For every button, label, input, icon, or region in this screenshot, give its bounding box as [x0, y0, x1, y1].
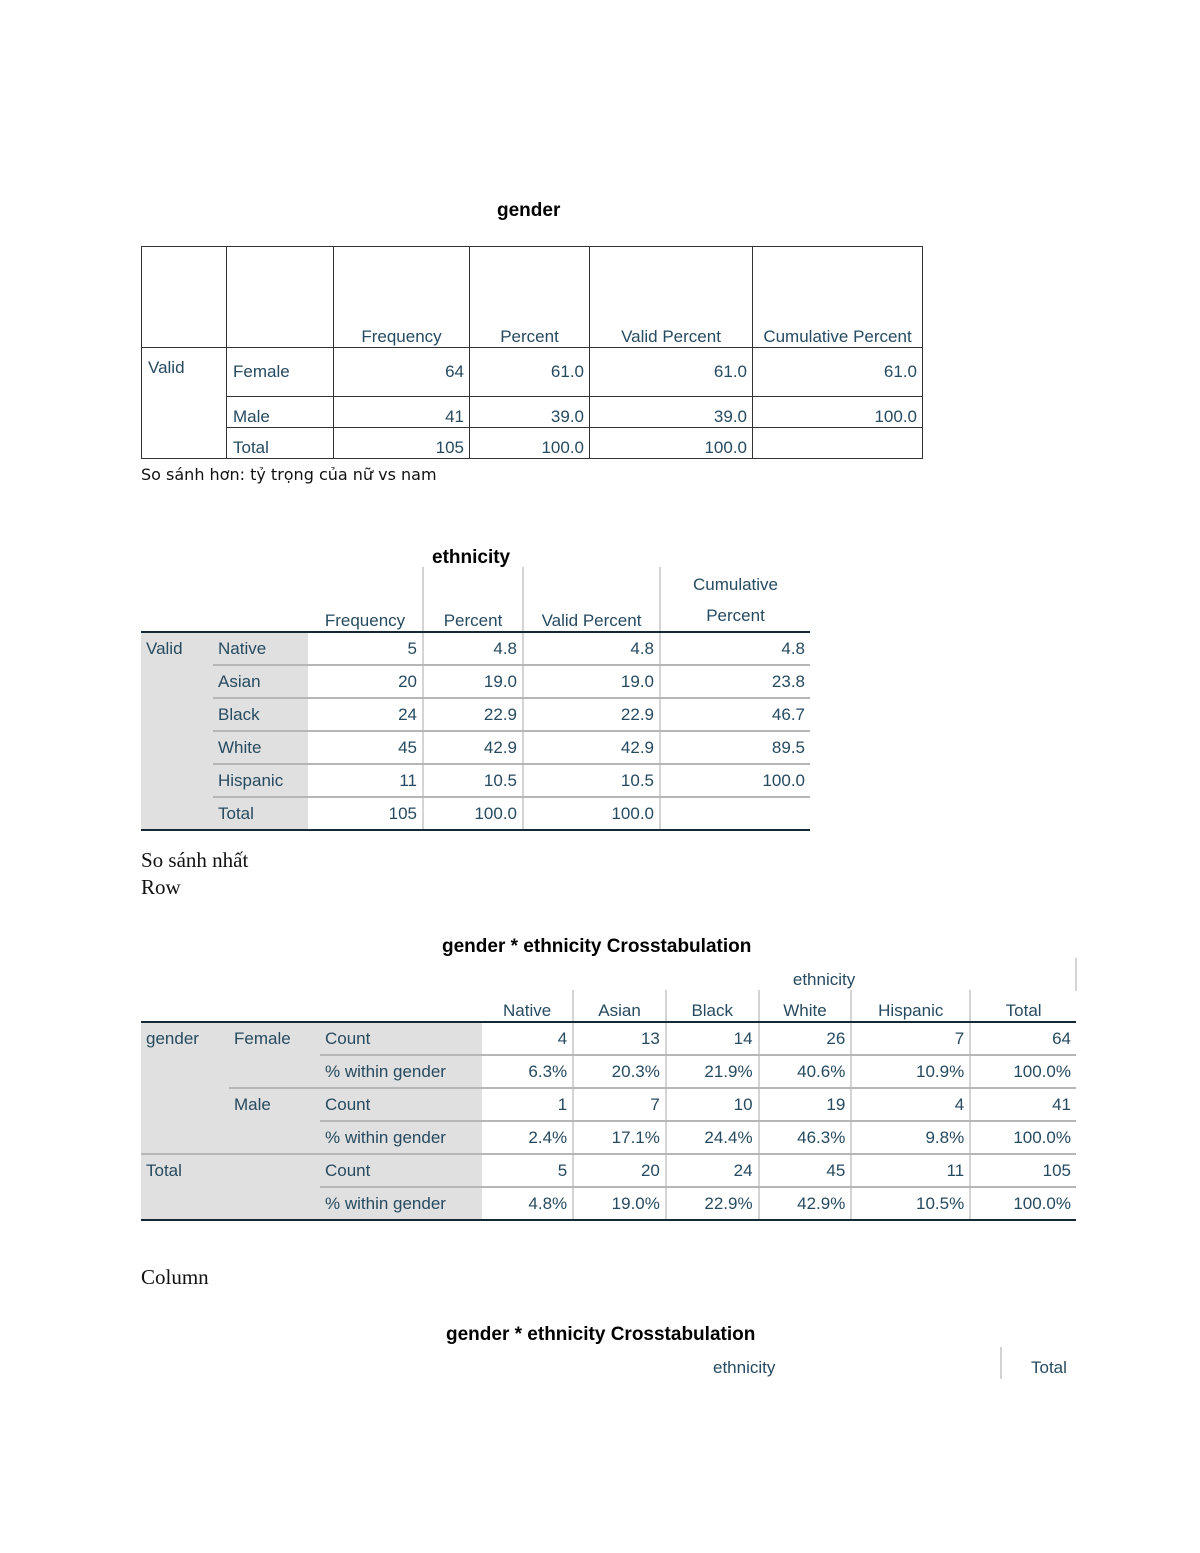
cell: 20: [573, 1154, 666, 1187]
table-row: [141, 698, 810, 731]
cell: 5: [482, 1154, 573, 1187]
table-row: [142, 397, 923, 428]
cell: 45: [759, 1154, 852, 1187]
cell: 89.5: [660, 731, 810, 764]
cell: 45: [308, 731, 423, 764]
cell: 22.9: [523, 698, 660, 731]
cell: 24: [666, 1154, 759, 1187]
cell: 6.3%: [482, 1055, 573, 1088]
cell: 7: [573, 1088, 666, 1121]
col-header: Hispanic: [851, 990, 970, 1022]
cell: 22.9: [423, 698, 523, 731]
table-row: [141, 731, 810, 764]
note-row: Row: [141, 875, 181, 899]
row-label: White: [213, 731, 308, 764]
header-percent: Percent: [470, 247, 590, 348]
cell: 5: [308, 632, 423, 665]
table-row: [141, 665, 810, 698]
row-var-label: gender: [141, 1022, 229, 1154]
cell: 4.8: [523, 632, 660, 665]
cell: 4.8: [660, 632, 810, 665]
cell: 19.0: [423, 665, 523, 698]
row-label: Male: [227, 397, 334, 428]
cell: 21.9%: [666, 1055, 759, 1088]
super-header-ethnicity: ethnicity: [573, 958, 1076, 990]
cell: 2.4%: [482, 1121, 573, 1154]
row-label: Total: [227, 428, 334, 459]
cell: 11: [851, 1154, 970, 1187]
ethnicity-table-title: ethnicity: [432, 547, 511, 568]
cell: 100.0: [423, 797, 523, 830]
cell: 19.0%: [573, 1187, 666, 1220]
cell: [753, 428, 923, 459]
stat-label: Count: [320, 1022, 482, 1055]
cell: 100.0: [753, 397, 923, 428]
cell: 4: [851, 1088, 970, 1121]
header-valid-percent: Valid Percent: [590, 247, 753, 348]
header-valid-percent: Valid Percent: [523, 567, 660, 632]
group-label: Valid: [141, 632, 213, 830]
table-row: [141, 1154, 1093, 1187]
stat-label: % within gender: [320, 1187, 482, 1220]
cell: 46.3%: [759, 1121, 852, 1154]
cell: 10.9%: [851, 1055, 970, 1088]
row-label: Female: [227, 348, 334, 397]
super-header-ethnicity: ethnicity: [713, 1358, 776, 1377]
cell: 9.8%: [851, 1121, 970, 1154]
cell: 105: [334, 428, 470, 459]
cell: 42.9: [523, 731, 660, 764]
group-label: Valid: [142, 348, 227, 459]
cell: 42.9: [423, 731, 523, 764]
stat-label: % within gender: [320, 1121, 482, 1154]
cell: 100.0%: [970, 1121, 1076, 1154]
column-separator: [1000, 1347, 1002, 1379]
gender-table-title: gender: [497, 200, 561, 221]
cell: 10.5: [423, 764, 523, 797]
header-percent: Percent: [423, 567, 523, 632]
cell: 40.6%: [759, 1055, 852, 1088]
col-header-total: Total: [1031, 1358, 1067, 1377]
cell: 105: [308, 797, 423, 830]
stat-label: % within gender: [320, 1055, 482, 1088]
cell: 4: [482, 1022, 573, 1055]
cell: 1: [482, 1088, 573, 1121]
cell: 61.0: [470, 348, 590, 397]
row-label: Native: [213, 632, 308, 665]
cell: 10.5%: [851, 1187, 970, 1220]
cell: 64: [970, 1022, 1076, 1055]
col-header: Asian: [573, 990, 666, 1022]
cell: 39.0: [470, 397, 590, 428]
col-header: Native: [482, 990, 573, 1022]
cell: 100.0: [590, 428, 753, 459]
row-label: Asian: [213, 665, 308, 698]
cell: 100.0%: [970, 1187, 1076, 1220]
cell: 24.4%: [666, 1121, 759, 1154]
cell: 41: [970, 1088, 1076, 1121]
total-label: Total: [141, 1154, 320, 1220]
header-frequency: Frequency: [334, 247, 470, 348]
cell: 14: [666, 1022, 759, 1055]
cell: 10: [666, 1088, 759, 1121]
cell: 17.1%: [573, 1121, 666, 1154]
header-cumulative-percent: Cumulative Percent: [753, 247, 923, 348]
cell: 64: [334, 348, 470, 397]
cell: 23.8: [660, 665, 810, 698]
cell: 22.9%: [666, 1187, 759, 1220]
gender-frequency-table: [141, 246, 923, 459]
cell: [660, 797, 810, 830]
note-superlative: So sánh nhất: [141, 848, 249, 872]
group-label: Female: [229, 1022, 320, 1088]
cell: 20.3%: [573, 1055, 666, 1088]
cell: 13: [573, 1022, 666, 1055]
cell: 100.0%: [970, 1055, 1076, 1088]
col-header: Total: [970, 990, 1076, 1022]
table-row: [141, 764, 810, 797]
table-row: [141, 632, 810, 665]
col-header: White: [759, 990, 852, 1022]
cell: 7: [851, 1022, 970, 1055]
cell: 100.0: [660, 764, 810, 797]
cell: 19: [759, 1088, 852, 1121]
crosstab-row-table: [141, 958, 1093, 1221]
group-label: Male: [229, 1088, 320, 1154]
cell: 39.0: [590, 397, 753, 428]
cell: 10.5: [523, 764, 660, 797]
row-label: Hispanic: [213, 764, 308, 797]
cell: 61.0: [753, 348, 923, 397]
cell: 42.9%: [759, 1187, 852, 1220]
header-frequency: Frequency: [308, 567, 423, 632]
table-row: [142, 348, 923, 397]
stat-label: Count: [320, 1154, 482, 1187]
cell: 19.0: [523, 665, 660, 698]
cell: 61.0: [590, 348, 753, 397]
table-row: [141, 1088, 1093, 1121]
note-column: Column: [141, 1265, 209, 1289]
row-label: Total: [213, 797, 308, 830]
crosstab-row-title: gender * ethnicity Crosstabulation: [442, 936, 752, 957]
cell: 24: [308, 698, 423, 731]
crosstab-column-title: gender * ethnicity Crosstabulation: [446, 1324, 756, 1345]
cell: 4.8: [423, 632, 523, 665]
cell: 100.0: [470, 428, 590, 459]
cell: 41: [334, 397, 470, 428]
col-header: Black: [666, 990, 759, 1022]
cell: 26: [759, 1022, 852, 1055]
ethnicity-frequency-table: [141, 567, 810, 831]
header-cumulative-percent: Cumulative Percent: [660, 567, 810, 632]
cell: 105: [970, 1154, 1076, 1187]
cell: 46.7: [660, 698, 810, 731]
cell: 100.0: [523, 797, 660, 830]
note-gender-comparison: So sánh hơn: tỷ trọng của nữ vs nam: [141, 465, 437, 484]
cell: 4.8%: [482, 1187, 573, 1220]
cell: 11: [308, 764, 423, 797]
table-row: [141, 1022, 1093, 1055]
table-row: [141, 797, 810, 830]
row-label: Black: [213, 698, 308, 731]
table-row: [142, 428, 923, 459]
stat-label: Count: [320, 1088, 482, 1121]
cell: 20: [308, 665, 423, 698]
